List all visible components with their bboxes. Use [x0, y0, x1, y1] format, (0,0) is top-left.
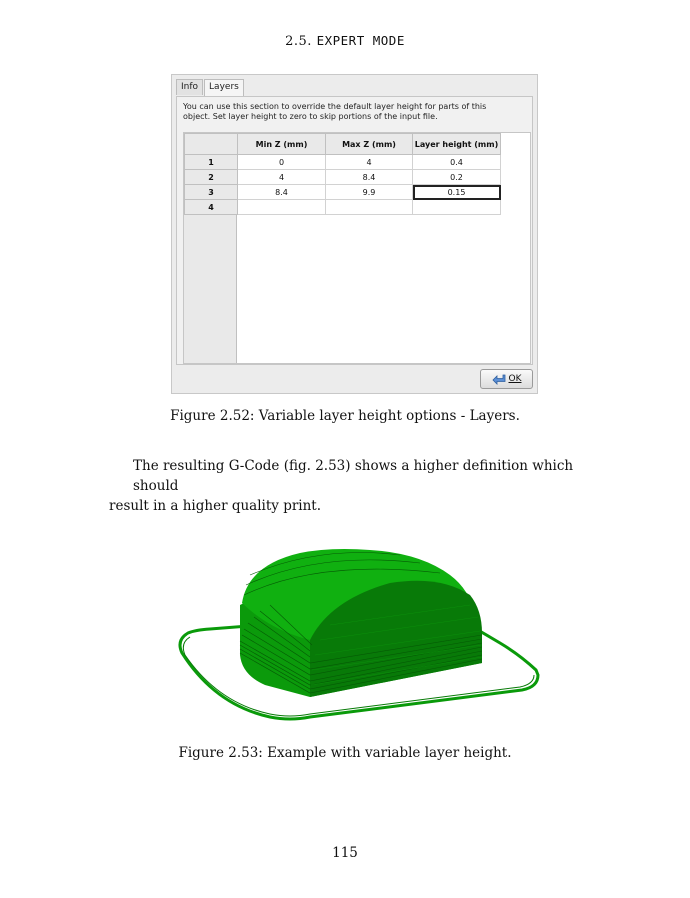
table-row	[185, 170, 501, 185]
layers-panel	[176, 96, 533, 365]
section-number: 2.5.	[285, 34, 312, 49]
layers-dialog	[171, 74, 538, 394]
figure-caption-253: Figure 2.53: Example with variable layer height.	[178, 745, 512, 761]
row-number[interactable]: 4	[185, 200, 238, 215]
ok-button[interactable]	[480, 369, 533, 389]
paragraph-line-1: The resulting G-Code (fig. 2.53) shows a higher definition which should	[133, 458, 574, 494]
cell-max-z[interactable]: 4	[326, 155, 413, 170]
table-row	[185, 185, 501, 200]
ok-label: OK	[508, 374, 522, 384]
corner-cell	[185, 134, 238, 155]
cell-layer-height-selected[interactable]: 0.15	[413, 185, 501, 200]
row-number[interactable]: 2	[185, 170, 238, 185]
section-title: EXPERT MODE	[316, 33, 405, 48]
figure-caption-252: Figure 2.52: Variable layer height options - Layers.	[170, 408, 520, 424]
tab-info[interactable]: Info	[176, 79, 203, 95]
column-header-min-z[interactable]: Min Z (mm)	[238, 134, 326, 155]
cell-min-z[interactable]: 8.4	[238, 185, 326, 200]
table-header-row	[185, 134, 501, 155]
page-number: 115	[332, 845, 358, 861]
ok-arrow-icon	[492, 374, 506, 385]
gcode-preview-image	[170, 545, 540, 735]
cell-layer-height[interactable]: 0.2	[413, 170, 501, 185]
cell-max-z[interactable]	[326, 200, 413, 215]
tab-bar	[176, 79, 245, 97]
column-header-layer-height[interactable]: Layer height (mm)	[413, 134, 501, 155]
running-header	[0, 33, 690, 49]
row-number[interactable]: 3	[185, 185, 238, 200]
help-text: You can use this section to override the default layer height for parts of this object. Set layer height to zero to skip portions of the input file.	[183, 102, 487, 121]
cell-layer-height[interactable]: 0.4	[413, 155, 501, 170]
paragraph-line-2: result in a higher quality print.	[109, 498, 322, 514]
layer-table	[184, 133, 501, 215]
layer-grid	[183, 132, 531, 364]
tab-layers[interactable]: Layers	[204, 79, 244, 98]
cell-layer-height[interactable]	[413, 200, 501, 215]
cell-min-z[interactable]	[238, 200, 326, 215]
body-paragraph	[109, 456, 599, 516]
cell-max-z[interactable]: 9.9	[326, 185, 413, 200]
cell-min-z[interactable]: 0	[238, 155, 326, 170]
table-row	[185, 155, 501, 170]
table-row	[185, 200, 501, 215]
row-number[interactable]: 1	[185, 155, 238, 170]
cell-max-z[interactable]: 8.4	[326, 170, 413, 185]
column-header-max-z[interactable]: Max Z (mm)	[326, 134, 413, 155]
cell-min-z[interactable]: 4	[238, 170, 326, 185]
